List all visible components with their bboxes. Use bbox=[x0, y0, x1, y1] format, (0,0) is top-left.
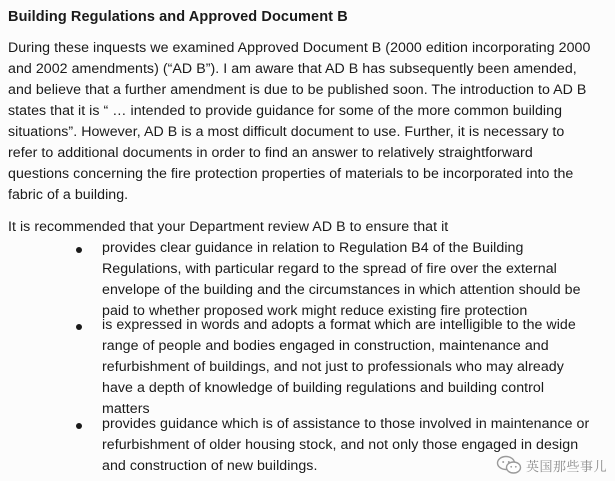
wechat-icon bbox=[496, 455, 522, 475]
paragraph-line: situations”. However, AD B is a most difficult document to use. Further, it is necessary to bbox=[8, 124, 565, 140]
bullet-line: is expressed in words and adopts a format which are intelligible to the wide bbox=[102, 317, 576, 333]
watermark bbox=[496, 455, 607, 475]
bullet-line: and construction of new buildings. bbox=[102, 458, 318, 474]
bullet-line: envelope of the building and the circumstances in which attention should be bbox=[102, 282, 581, 298]
paragraph-line: questions concerning the fire protection properties of materials to be incorporated into the bbox=[8, 166, 574, 182]
paragraph-line: states that it is “ … intended to provide guidance for some of the more common building bbox=[8, 103, 563, 119]
paragraph-line: refer to additional documents in order to find an answer to relatively straightforward bbox=[8, 145, 533, 161]
paragraph-line: and believe that a further amendment is due to be published soon. The introduction to AD B bbox=[8, 82, 587, 98]
bullet-line: paid to whether proposed work might reduce existing fire protection bbox=[102, 303, 528, 319]
document-heading: Building Regulations and Approved Document B bbox=[8, 9, 348, 25]
paragraph-line: fabric of a building. bbox=[8, 187, 129, 203]
bullet-line: Regulations, with particular regard to the spread of fire over the external bbox=[102, 261, 557, 277]
bullet-line: refurbishment of buildings, and not just to professionals who may already bbox=[102, 359, 564, 375]
bullet-line: refurbishment of older housing stock, and not only those engaged in design bbox=[102, 437, 579, 453]
paragraph-line: During these inquests we examined Approved Document B (2000 edition incorporating 2000 bbox=[8, 40, 591, 56]
bullet-line: have a depth of knowledge of building regulations and building control bbox=[102, 380, 545, 396]
bullet-icon bbox=[76, 247, 82, 253]
bullet-line: matters bbox=[102, 401, 150, 417]
bullet-line: provides guidance which is of assistance to those involved in maintenance or bbox=[102, 416, 590, 432]
watermark-text: 英国那些事儿 bbox=[525, 459, 607, 475]
bullet-line: range of people and bodies engaged in construction, maintenance and bbox=[102, 338, 549, 354]
paragraph-line: and 2002 amendments) (“AD B”). I am aware that AD B has subsequently been amended, bbox=[8, 61, 577, 77]
bullet-line: provides clear guidance in relation to Regulation B4 of the Building bbox=[102, 240, 524, 256]
bullet-icon bbox=[76, 324, 82, 330]
bullet-icon bbox=[76, 423, 82, 429]
recommendation-intro: It is recommended that your Department review AD B to ensure that it bbox=[8, 219, 449, 235]
